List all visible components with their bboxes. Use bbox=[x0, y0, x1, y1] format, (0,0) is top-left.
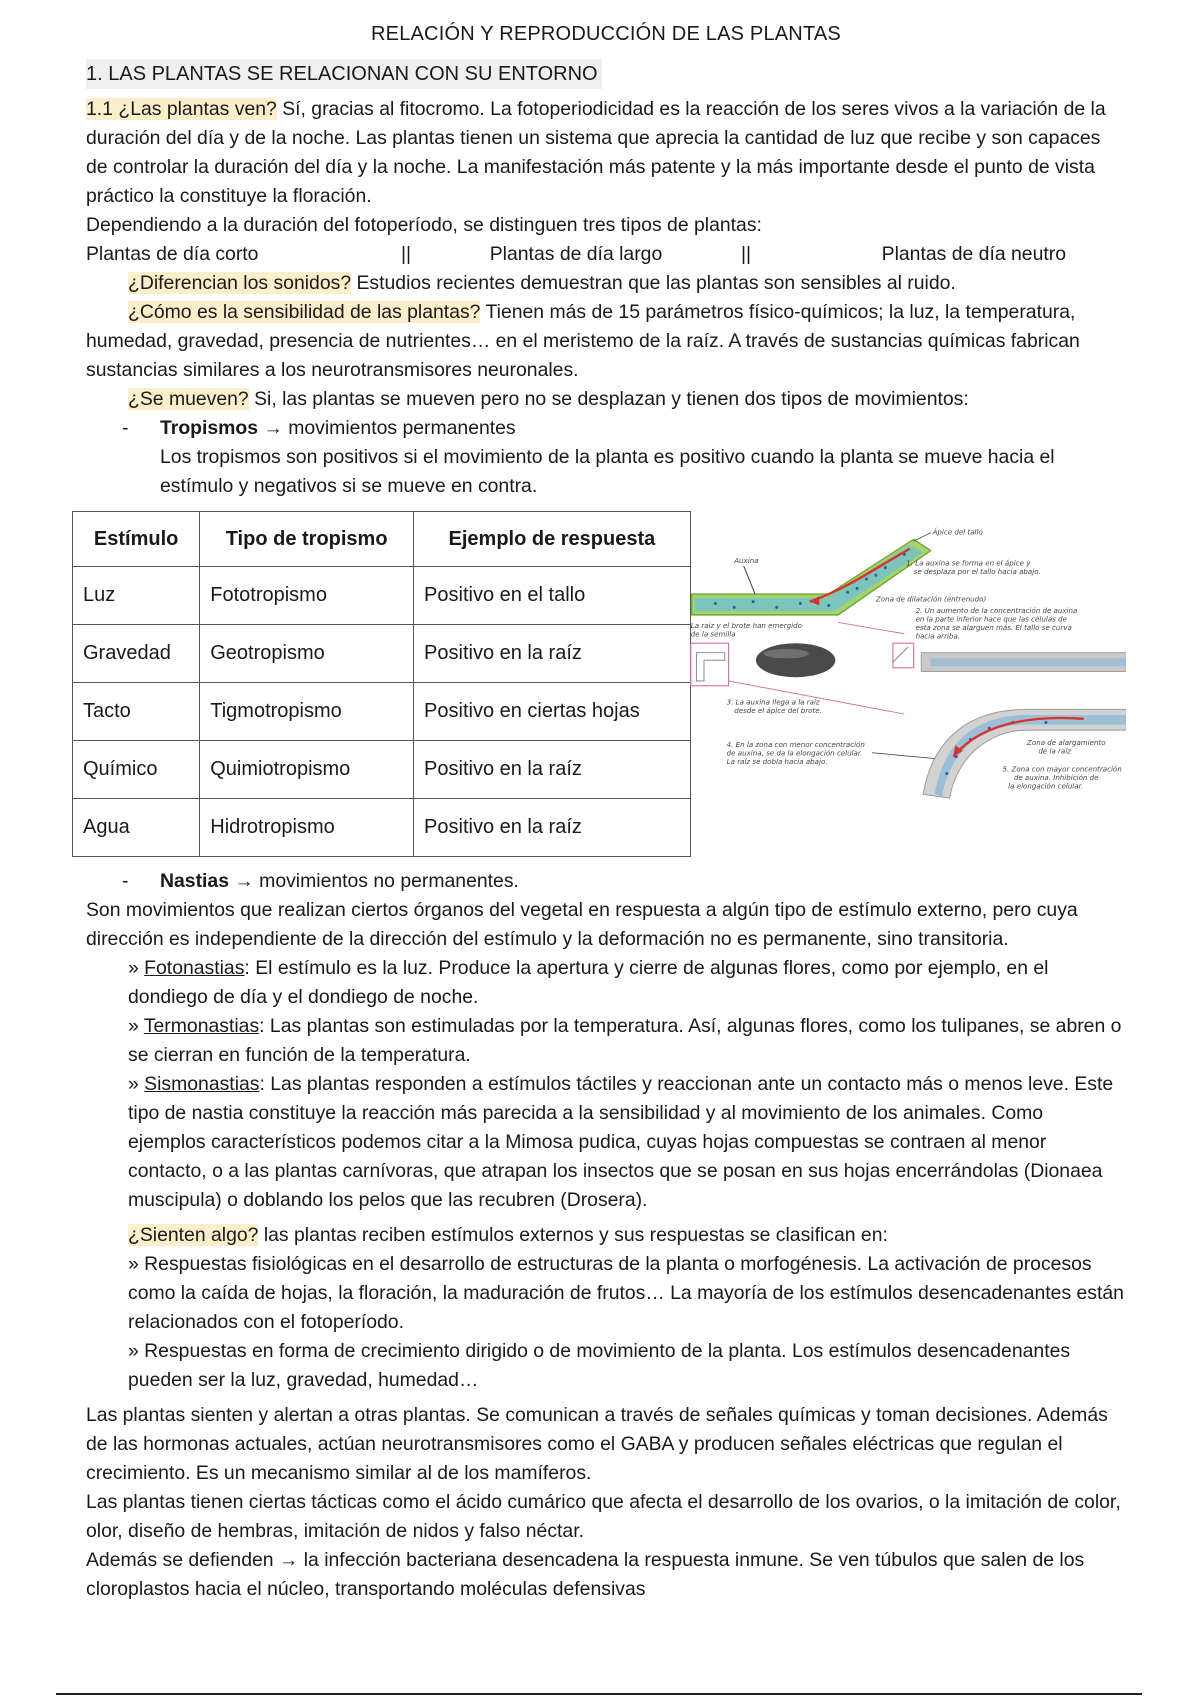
table-cell: Positivo en la raíz bbox=[414, 799, 691, 857]
paragraph-text: las plantas reciben estímulos externos y sus respuestas se clasifican en: bbox=[258, 1224, 888, 1246]
label-zona-alargamiento-b: de la raíz bbox=[1038, 746, 1071, 756]
term-nastias: Nastias bbox=[160, 870, 229, 892]
table-row bbox=[73, 567, 691, 625]
plant-type-long: Plantas de día largo bbox=[489, 243, 663, 265]
paragraph-text: : Las plantas responden a estímulos táctiles y reaccionan ante un contacto más o menos leve. Este tipo de nastia constituye la reacción más parecida a la sensibilidad y al movimiento de los animales. Como ejemplos característicos podemos citar a la Mimosa pudica, cuyas hojas compuestas se contraen al menor contacto, o a las plantas carnívoras, que atrapan los insectos que se posan en sus hojas encerrándolas (Dionaea muscipula) o doblando los pelos que las recubren (Drosera). bbox=[128, 1073, 1114, 1211]
paragraph-text: Tienen más de 15 parámetros físico-químicos; la luz, la temperatura, humedad, gravedad, presencia de nutrientes… en el meristemo de la raíz. A través de sustancias químicas fabrican sustancias similares a los neurotransmisores neuronales. bbox=[86, 301, 1080, 381]
column-header: Ejemplo de respuesta bbox=[414, 512, 691, 567]
label-step4c: La raíz se dobla hacia abajo. bbox=[726, 757, 828, 767]
label-step1b: se desplaza por el tallo hacia abajo. bbox=[913, 567, 1041, 577]
label-step1a: 1. La auxina se forma en el ápice y bbox=[905, 558, 1031, 568]
label-step5b: de auxina. Inhibición de bbox=[1013, 773, 1099, 783]
label-step4a: 4. En la zona con menor concentración bbox=[726, 740, 865, 750]
question-highlight: ¿Diferencian los sonidos? bbox=[128, 272, 352, 294]
plant-type-neutral: Plantas de día neutro bbox=[881, 243, 1066, 265]
nastias-bullet bbox=[86, 867, 1126, 896]
table-cell: Tacto bbox=[73, 683, 200, 741]
term-description: → movimientos permanentes bbox=[258, 417, 516, 439]
plant-type-short: Plantas de día corto bbox=[86, 243, 259, 265]
document-page bbox=[83, 14, 1126, 1604]
paragraph-defienden: Además se defienden → la infección bacteriana desencadena la respuesta inmune. Se ven túbulos que salen de los cloroplastos hacia el núcleo, transportando moléculas defensivas bbox=[86, 1549, 1085, 1600]
label-step5c: la elongación celular. bbox=[1007, 781, 1083, 791]
paragraph-fotoperiodo: Dependiendo a la duración del fotoperíodo, se distinguen tres tipos de plantas: bbox=[86, 214, 762, 236]
table-and-diagram bbox=[72, 511, 1126, 857]
table-cell: Positivo en ciertas hojas bbox=[414, 683, 691, 741]
label-step5a: 5. Zona con mayor concentración bbox=[1002, 764, 1122, 774]
label-zona-dilatacion: Zona de dilatación (entrenudo) bbox=[875, 594, 987, 604]
paragraph-text: : El estímulo es la luz. Produce la apertura y cierre de algunas flores, como por ejemplo, en el dondiego de día y el dondiego de noche. bbox=[128, 957, 1049, 1008]
table-row bbox=[73, 683, 691, 741]
paragraph-alertan: Las plantas sienten y alertan a otras plantas. Se comunican a través de señales químicas y toman decisiones. Además de las hormonas actuales, actúan neurotransmisores como el GABA y producen señales eléctricas que regulan el crecimiento. Es un mecanismo similar al de los mamíferos. bbox=[86, 1404, 1108, 1484]
label-step2b: en la parte inferior hace que las células de bbox=[915, 614, 1067, 624]
label-step2a: 2. Un aumento de la concentración de auxina bbox=[915, 605, 1078, 615]
column-header: Tipo de tropismo bbox=[200, 512, 414, 567]
table-cell: Agua bbox=[73, 799, 200, 857]
table-cell: Gravedad bbox=[73, 625, 200, 683]
tropismos-description: Los tropismos son positivos si el movimiento de la planta es positivo cuando la planta se mueve hacia el estímulo y negativos si se mueve en contra. bbox=[160, 446, 1055, 497]
label-step4b: de auxina, se da la elongación celular. bbox=[726, 748, 863, 758]
question-highlight: ¿Cómo es la sensibilidad de las plantas? bbox=[128, 301, 481, 323]
table-cell: Positivo en la raíz bbox=[414, 741, 691, 799]
paragraph-mueven bbox=[86, 385, 1126, 414]
bullet-dash: - bbox=[122, 870, 129, 892]
label-apice: Ápice del tallo bbox=[932, 527, 983, 537]
table-cell: Químico bbox=[73, 741, 200, 799]
paragraph-sensibilidad bbox=[86, 298, 1126, 385]
inset-root bbox=[696, 653, 724, 681]
table-row bbox=[73, 799, 691, 857]
list-marker: » bbox=[128, 957, 145, 979]
question-highlight: 1.1 ¿Las plantas ven? bbox=[86, 98, 277, 120]
tropism-table bbox=[72, 511, 691, 857]
paragraph-fotonastias bbox=[86, 954, 1126, 1012]
paragraph-respuesta-2: » Respuestas en forma de crecimiento dirigido o de movimiento de la planta. Los estímulos desencadenantes pueden ser la luz, gravedad, humedad… bbox=[128, 1340, 1071, 1391]
term-fotonastias: Fotonastias bbox=[144, 957, 245, 979]
tropismos-bullet bbox=[86, 414, 1126, 443]
table-row bbox=[73, 625, 691, 683]
label-raiz-a: La raíz y el brote han emergido bbox=[690, 621, 802, 631]
list-marker: » bbox=[128, 1073, 145, 1095]
paragraph-sismonastias bbox=[86, 1070, 1126, 1215]
table-row bbox=[73, 741, 691, 799]
term-description: → movimientos no permanentes. bbox=[229, 870, 519, 892]
paragraph-text: Estudios recientes demuestran que las plantas son sensibles al ruido. bbox=[351, 272, 956, 294]
table-header-row bbox=[73, 512, 691, 567]
table-cell: Positivo en la raíz bbox=[414, 625, 691, 683]
section-heading: 1. LAS PLANTAS SE RELACIONAN CON SU ENTORNO bbox=[86, 59, 602, 89]
label-step3a: 3. La auxina llega a la raíz bbox=[726, 697, 820, 707]
paragraph-text: Sí, gracias al fitocromo. La fotoperiodicidad es la reacción de los seres vivos a la variación de la duración del día y de la noche. Las plantas tienen un sistema que aprecia la cantidad de luz que recibe y son capaces de controlar la duración del día y la noche. La manifestación más patente y la más importante desde el punto de vista práctico la constituye la floración. bbox=[86, 98, 1106, 207]
bottom-rule bbox=[56, 1693, 1142, 1695]
separator: || bbox=[740, 243, 752, 265]
paragraph-ven bbox=[86, 95, 1126, 211]
table-cell: Positivo en el tallo bbox=[414, 567, 691, 625]
term-termonastias: Termonastias bbox=[143, 1015, 260, 1037]
paragraph-sienten bbox=[86, 1221, 1126, 1250]
page-title: RELACIÓN Y REPRODUCCIÓN DE LAS PLANTAS bbox=[371, 23, 841, 45]
auxin-tropism-diagram bbox=[687, 511, 1126, 851]
paragraph-nastias: Son movimientos que realizan ciertos órganos del vegetal en respuesta a algún tipo de estímulo externo, pero cuya dirección es independiente de la dirección del estímulo y la deformación no es permanente, sino transitoria. bbox=[86, 899, 1078, 950]
table-cell: Fototropismo bbox=[200, 567, 414, 625]
table-cell: Quimiotropismo bbox=[200, 741, 414, 799]
table-cell: Luz bbox=[73, 567, 200, 625]
bullet-dash: - bbox=[122, 417, 129, 439]
question-highlight: ¿Sienten algo? bbox=[128, 1224, 259, 1246]
table-cell: Tigmotropismo bbox=[200, 683, 414, 741]
inset-box-right bbox=[893, 643, 914, 668]
seed bbox=[756, 643, 835, 677]
paragraph-tacticas: Las plantas tienen ciertas tácticas como el ácido cumárico que afecta el desarrollo de los ovarios, o la imitación de color, olor, diseño de hembras, imitación de nidos y falso néctar. bbox=[86, 1491, 1121, 1542]
term-sismonastias: Sismonastias bbox=[144, 1073, 260, 1095]
separator: || bbox=[400, 243, 412, 265]
label-zona-alargamiento-a: Zona de alargamiento bbox=[1026, 738, 1106, 748]
paragraph-text: : Las plantas son estimuladas por la temperatura. Así, algunas flores, como los tulipanes, se abren o se cierran en función de la temperatura. bbox=[128, 1015, 1122, 1066]
question-highlight: ¿Se mueven? bbox=[128, 388, 249, 410]
label-auxina: Auxina bbox=[733, 555, 759, 565]
table-cell: Geotropismo bbox=[200, 625, 414, 683]
label-raiz-b: de la semilla bbox=[690, 629, 736, 639]
column-header: Estímulo bbox=[73, 512, 200, 567]
plant-types-row bbox=[86, 240, 1066, 269]
paragraph-termonastias bbox=[86, 1012, 1126, 1070]
paragraph-respuesta-1: » Respuestas fisiológicas en el desarrollo de estructuras de la planta o morfogénesis. La activación de procesos como la caída de hojas, la floración, la maduración de frutos… La mayoría de los estímulos desencadenantes están relacionados con el fotoperíodo. bbox=[128, 1253, 1124, 1333]
label-step2d: hacia arriba. bbox=[915, 631, 960, 641]
label-step3b: desde el ápice del brote. bbox=[733, 706, 822, 716]
list-marker: » bbox=[128, 1015, 144, 1037]
term-tropismos: Tropismos bbox=[160, 417, 259, 439]
paragraph-sonidos bbox=[86, 269, 1126, 298]
table-cell: Hidrotropismo bbox=[200, 799, 414, 857]
label-step2c: esta zona se alarguen más. El tallo se curva bbox=[915, 622, 1072, 632]
paragraph-text: Si, las plantas se mueven pero no se desplazan y tienen dos tipos de movimientos: bbox=[248, 388, 969, 410]
